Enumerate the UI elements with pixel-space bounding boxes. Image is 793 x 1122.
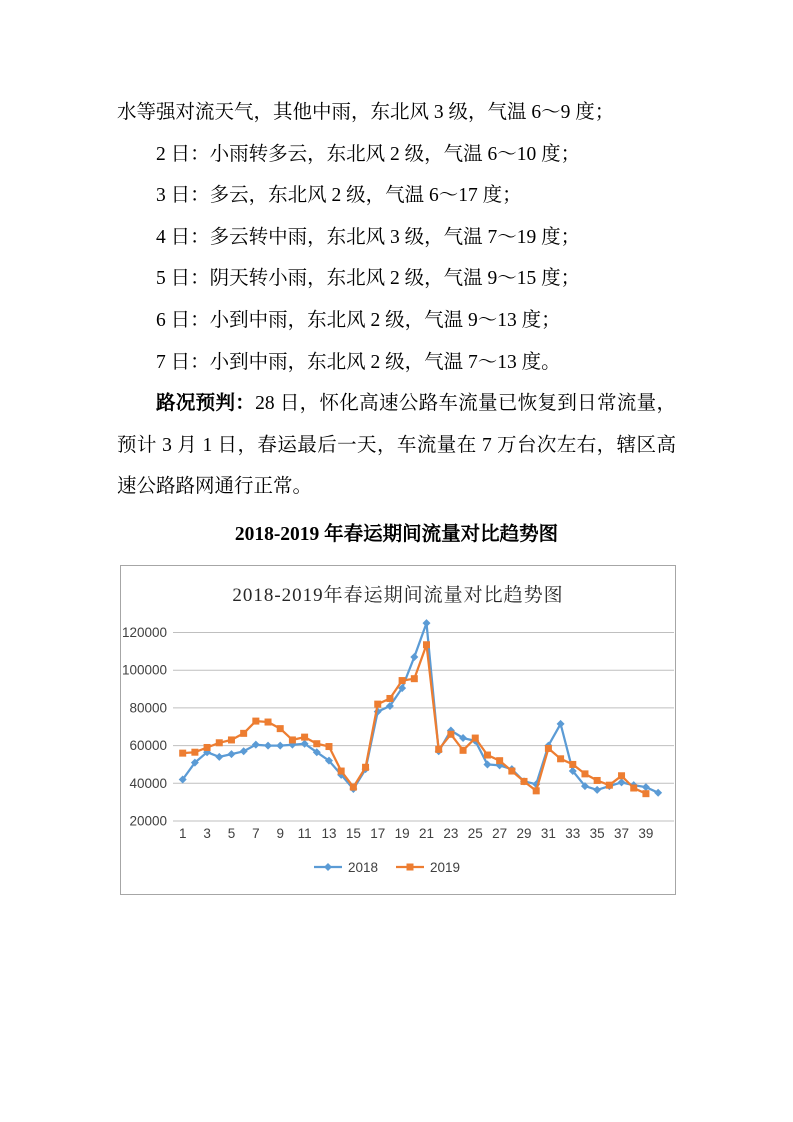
data-point-2019 — [350, 784, 357, 791]
chart-caption: 2018-2019 年春运期间流量对比趋势图 — [234, 523, 559, 545]
x-axis-tick-label: 15 — [345, 826, 361, 841]
x-axis-tick-label: 1 — [178, 826, 187, 841]
data-point-2019 — [447, 731, 454, 738]
data-point-2018 — [410, 653, 418, 661]
chart-title: 2018-2019年春运期间流量对比趋势图 — [232, 585, 564, 606]
data-point-2019 — [265, 719, 272, 726]
x-axis-tick-label: 5 — [227, 826, 236, 841]
data-point-2019 — [252, 718, 259, 725]
data-point-2019 — [642, 790, 649, 797]
legend-label-2018: 2018 — [348, 860, 379, 875]
data-point-2019 — [521, 778, 528, 785]
x-axis-tick-label: 27 — [492, 826, 508, 841]
data-point-2018 — [276, 742, 284, 750]
data-point-2019 — [277, 725, 284, 732]
data-point-2019 — [594, 777, 601, 784]
data-point-2019 — [630, 785, 637, 792]
data-point-2019 — [191, 749, 198, 756]
data-point-2019 — [216, 739, 223, 746]
x-axis-tick-label: 3 — [203, 826, 211, 841]
data-point-2019 — [508, 768, 515, 775]
x-axis-tick-label: 13 — [321, 826, 337, 841]
data-point-2018 — [227, 750, 235, 758]
x-axis-tick-label: 21 — [418, 826, 435, 841]
y-axis-tick-label: 60000 — [129, 738, 167, 754]
data-point-2019 — [545, 745, 552, 752]
data-point-2019 — [484, 752, 491, 759]
data-point-2018 — [423, 619, 431, 627]
x-axis-tick-label: 7 — [252, 826, 260, 841]
data-point-2018 — [593, 786, 601, 794]
legend-label-2019: 2019 — [430, 860, 461, 875]
data-point-2019 — [301, 734, 308, 741]
data-point-2019 — [374, 701, 381, 708]
data-point-2018 — [215, 753, 223, 761]
traffic-trend-chart — [120, 565, 676, 895]
x-axis-tick-label: 23 — [443, 826, 459, 841]
data-point-2019 — [386, 695, 393, 702]
weather-line: 水等强对流天气，其他中雨，东北风 3 级，气温 6～9 度； — [117, 102, 615, 123]
data-point-2019 — [399, 677, 406, 684]
data-point-2019 — [204, 744, 211, 751]
data-point-2019 — [325, 743, 332, 750]
data-point-2019 — [557, 755, 564, 762]
y-axis-tick-label: 20000 — [129, 813, 167, 829]
data-point-2018 — [264, 742, 272, 750]
x-axis-tick-label: 11 — [297, 826, 312, 841]
weather-line: 5 日：阴天转小雨，东北风 2 级，气温 9～15 度； — [156, 268, 581, 290]
data-point-2019 — [533, 787, 540, 794]
data-point-2019 — [423, 641, 430, 648]
x-axis-tick-label: 9 — [276, 826, 284, 841]
data-point-2019 — [496, 757, 503, 764]
x-axis-tick-label: 31 — [540, 826, 556, 841]
data-point-2018 — [240, 747, 248, 755]
y-axis-tick-label: 40000 — [129, 775, 167, 791]
data-point-2019 — [179, 750, 186, 757]
data-point-2019 — [435, 746, 442, 753]
y-axis-tick-label: 80000 — [129, 700, 167, 716]
data-point-2019 — [581, 770, 588, 777]
weather-line: 3 日：多云，东北风 2 级，气温 6～17 度； — [156, 185, 522, 207]
data-point-2019 — [228, 736, 235, 743]
data-point-2019 — [338, 768, 345, 775]
data-point-2018 — [642, 783, 650, 791]
data-point-2019 — [240, 730, 247, 737]
x-axis-tick-label: 19 — [394, 826, 410, 841]
weather-line: 6 日：小到中雨，东北风 2 级，气温 9～13 度； — [156, 309, 561, 331]
forecast-label: 路况预判： — [156, 393, 256, 415]
x-axis-tick-label: 39 — [638, 826, 654, 841]
weather-line: 7 日：小到中雨，东北风 2 级，气温 7～13 度。 — [156, 351, 561, 373]
data-point-2019 — [460, 747, 467, 754]
data-point-2019 — [569, 761, 576, 768]
data-point-2019 — [362, 764, 369, 771]
data-point-2019 — [411, 675, 418, 682]
weather-line: 4 日：多云转中雨，东北风 3 级，气温 7～19 度； — [156, 226, 581, 248]
x-axis-tick-label: 37 — [614, 826, 630, 841]
data-point-2019 — [618, 772, 625, 779]
x-axis-tick-label: 33 — [565, 826, 581, 841]
data-point-2019 — [313, 740, 320, 747]
data-point-2019 — [289, 736, 296, 743]
x-axis-tick-label: 35 — [589, 826, 605, 841]
legend-marker-2018 — [324, 863, 332, 871]
data-point-2019 — [606, 782, 613, 789]
data-point-2018 — [483, 760, 491, 768]
data-point-2019 — [472, 735, 479, 742]
document-body — [117, 92, 676, 556]
legend-marker-2019 — [407, 864, 414, 871]
weather-line: 2 日：小雨转多云，东北风 2 级，气温 6～10 度； — [156, 143, 581, 165]
data-point-2018 — [654, 789, 662, 797]
forecast-text: 28 日，怀化高速公路车流量已恢复到日常流量，预计 3 月 1 日，春运最后一天，车流量在 7 万台次左右，辖区高速公路路网通行正常。 — [117, 393, 676, 498]
x-axis-tick-label: 17 — [370, 826, 386, 841]
y-axis-tick-label: 100000 — [121, 662, 167, 678]
x-axis-tick-label: 29 — [516, 826, 532, 841]
y-axis-tick-label: 120000 — [121, 625, 167, 640]
chart-canvas — [121, 566, 675, 894]
forecast-paragraph — [117, 383, 676, 508]
x-axis-tick-label: 25 — [467, 826, 483, 841]
